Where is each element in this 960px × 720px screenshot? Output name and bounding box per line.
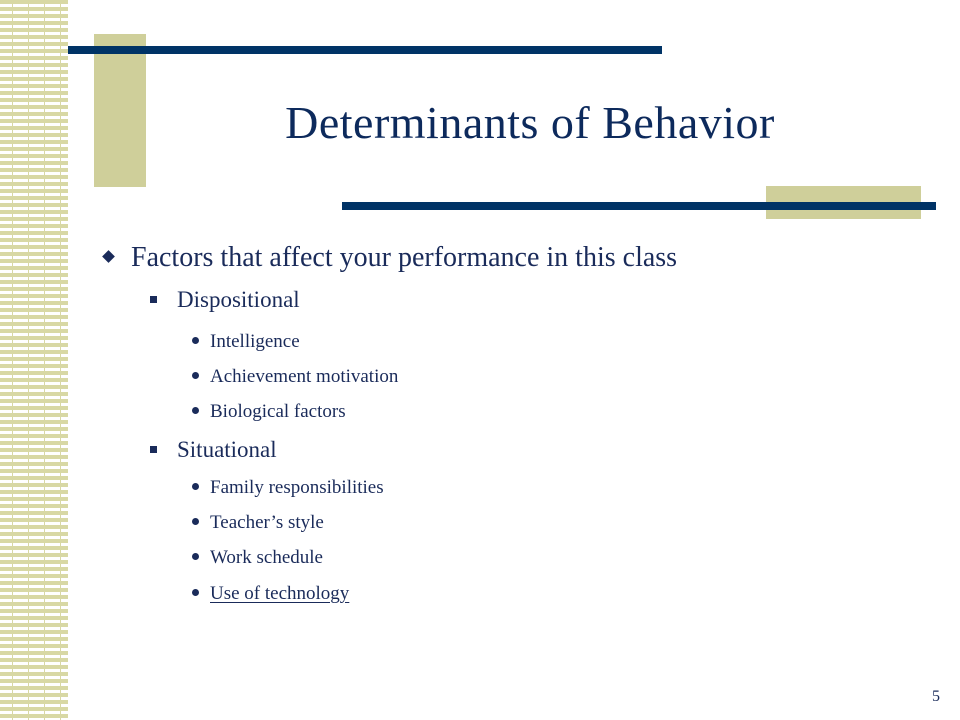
use-of-technology-link[interactable]: Use of technology <box>210 583 350 604</box>
list-item <box>192 544 323 572</box>
bullet-situational-label: Situational <box>177 437 277 462</box>
dot-bullet-icon <box>192 553 199 560</box>
bullet-situational <box>148 434 277 466</box>
dot-bullet-icon <box>192 518 199 525</box>
square-bullet-icon <box>150 296 157 303</box>
decor-navy-bar-top <box>68 46 662 54</box>
dot-bullet-icon <box>192 589 199 596</box>
page-number: 5 <box>932 688 940 705</box>
list-item <box>192 328 300 356</box>
dot-bullet-icon <box>192 337 199 344</box>
bullet-main <box>102 238 677 278</box>
list-item-text: Family responsibilities <box>210 477 384 498</box>
list-item <box>192 509 324 537</box>
dot-bullet-icon <box>192 372 199 379</box>
diamond-bullet-icon <box>102 250 115 263</box>
decor-navy-bar-bottom <box>342 202 936 210</box>
bullet-dispositional <box>148 284 300 316</box>
list-item <box>192 580 349 608</box>
square-bullet-icon <box>150 446 157 453</box>
list-item-text: Intelligence <box>210 331 300 352</box>
dot-bullet-icon <box>192 483 199 490</box>
dot-bullet-icon <box>192 407 199 414</box>
list-item-text: Work schedule <box>210 547 323 568</box>
list-item <box>192 363 398 391</box>
list-item <box>192 398 346 426</box>
slide-title: Determinants of Behavior <box>285 97 775 148</box>
bullet-main-text: Factors that affect your performance in this class <box>131 242 678 273</box>
list-item <box>192 474 384 502</box>
list-item-text: Teacher’s style <box>210 512 324 533</box>
list-item-text: Achievement motivation <box>210 366 399 387</box>
list-item-text: Biological factors <box>210 401 346 422</box>
bullet-dispositional-label: Dispositional <box>177 287 300 312</box>
